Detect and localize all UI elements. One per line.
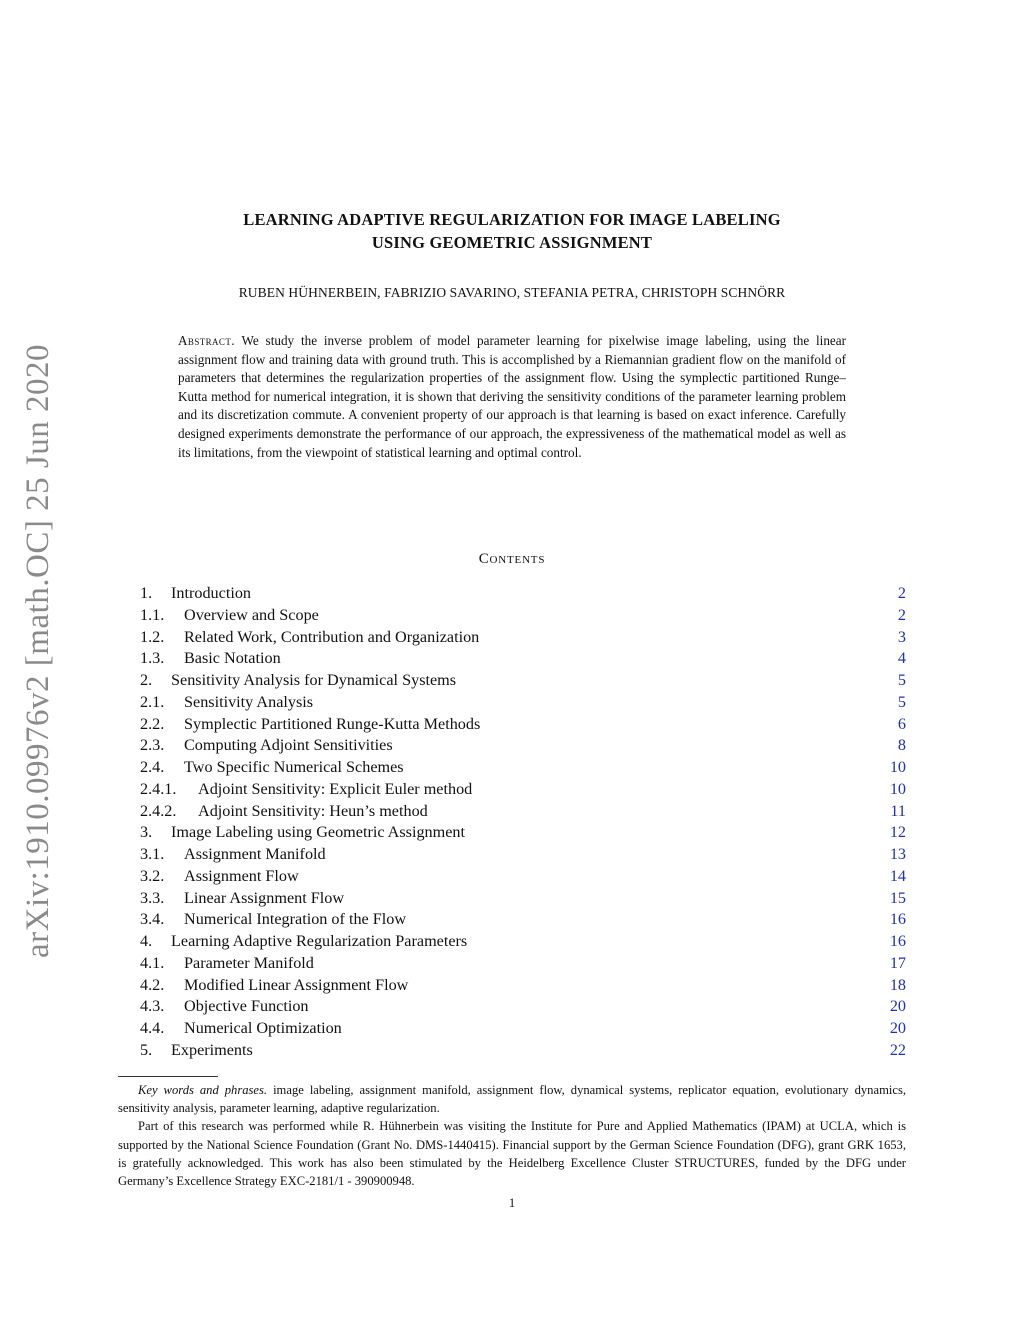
toc-page-link[interactable]: 20 bbox=[889, 1019, 906, 1037]
toc-entry-number: 2.1. bbox=[140, 692, 165, 711]
arxiv-identifier: arXiv:1910.09976v2 [math.OC] 25 Jun 2020 bbox=[20, 344, 56, 958]
toc-entry-number: 2.3. bbox=[140, 736, 165, 755]
paper-title bbox=[0, 208, 1024, 254]
toc-entry[interactable] bbox=[140, 953, 906, 975]
toc-page-link[interactable]: 8 bbox=[897, 736, 906, 755]
toc-entry-number: 2.4.1. bbox=[140, 779, 177, 798]
toc-entry-title[interactable]: Learning Adaptive Regularization Parameters bbox=[171, 932, 468, 950]
toc-entry[interactable] bbox=[140, 714, 906, 736]
abstract-label: Abstract. bbox=[178, 333, 235, 348]
footnote-rule bbox=[118, 1076, 218, 1077]
toc-entry-title[interactable]: Numerical Optimization bbox=[184, 1019, 342, 1037]
toc-page-link[interactable]: 17 bbox=[889, 953, 906, 972]
toc-page-link[interactable]: 5 bbox=[897, 671, 906, 689]
title-line-1: LEARNING ADAPTIVE REGULARIZATION FOR IMAGE LABELING bbox=[243, 210, 781, 229]
toc-entry-title[interactable]: Related Work, Contribution and Organization bbox=[184, 627, 480, 646]
toc-page-link[interactable]: 2 bbox=[897, 605, 906, 624]
toc-entry-title[interactable]: Adjoint Sensitivity: Explicit Euler method bbox=[198, 779, 473, 798]
toc-entry-number: 5. bbox=[140, 1040, 153, 1059]
toc-page-link[interactable]: 2 bbox=[897, 584, 906, 602]
toc-entry-title[interactable]: Linear Assignment Flow bbox=[184, 888, 345, 907]
toc-page-link[interactable]: 3 bbox=[897, 627, 906, 646]
toc-entry-title[interactable]: Assignment Flow bbox=[184, 866, 299, 885]
toc-entry-title[interactable]: Assignment Manifold bbox=[184, 845, 326, 863]
toc-entry[interactable] bbox=[140, 801, 906, 823]
toc-entry[interactable] bbox=[140, 779, 906, 801]
toc-entry-title[interactable]: Modified Linear Assignment Flow bbox=[184, 975, 409, 994]
toc-entry-number: 2.4. bbox=[140, 758, 165, 776]
toc-page-link[interactable]: 16 bbox=[889, 932, 906, 950]
toc-entry[interactable] bbox=[140, 1040, 906, 1062]
toc-entry[interactable] bbox=[140, 757, 906, 779]
author-list: RUBEN HÜHNERBEIN, FABRIZIO SAVARINO, STEFANIA PETRA, CHRISTOPH SCHNÖRR bbox=[238, 285, 786, 300]
toc-entry[interactable] bbox=[140, 1018, 906, 1040]
keywords-text: image labeling, assignment manifold, assignment flow, dynamical systems, replicator equation, evolutionary dynamics, sensitivity analysis, parameter learning, adaptive regularization. bbox=[118, 1083, 907, 1116]
toc-page-link[interactable]: 20 bbox=[889, 997, 906, 1016]
keywords-label: Key words and phrases. bbox=[138, 1083, 268, 1097]
toc-entry-number: 3. bbox=[140, 823, 153, 842]
toc-entry-number: 3.3. bbox=[140, 888, 165, 907]
contents-heading: Contents bbox=[478, 551, 546, 567]
toc-entry[interactable] bbox=[140, 975, 906, 997]
toc-entry-title[interactable]: Overview and Scope bbox=[184, 605, 319, 624]
toc-entry-number: 4.3. bbox=[140, 997, 165, 1016]
toc-page-link[interactable]: 11 bbox=[890, 801, 906, 820]
toc-page-link[interactable]: 10 bbox=[889, 758, 906, 776]
toc-entry-number: 2.4.2. bbox=[140, 801, 177, 820]
toc-page-link[interactable]: 12 bbox=[889, 823, 906, 842]
abstract-text: We study the inverse problem of model parameter learning for pixelwise image labeling, using the linear assignment flow and training data with ground truth. This is accomplished by a Riemannian gradient flow on the manifold of parameters that determines the regularization properties of the assignment flow. Using the symplectic partitioned Runge–Kutta method for numerical integration, it is shown that deriving the sensitivity conditions of the parameter learning problem and its discretization commute. A convenient property of our approach is that learning is based on exact inference. Carefully designed experiments demonstrate the performance of our approach, the expressiveness of the mathematical model as well as its limitations, from the viewpoint of statistical learning and optimal control. bbox=[178, 333, 847, 460]
toc-entry-number: 3.2. bbox=[140, 866, 165, 885]
toc-entry-title[interactable]: Adjoint Sensitivity: Heun’s method bbox=[198, 801, 428, 820]
toc-entry[interactable] bbox=[140, 648, 906, 670]
toc-entry-number: 3.4. bbox=[140, 910, 165, 929]
toc-entry-title[interactable]: Symplectic Partitioned Runge-Kutta Methods bbox=[184, 714, 481, 733]
toc-entry-number: 4. bbox=[140, 932, 153, 950]
toc-entry[interactable] bbox=[140, 735, 906, 757]
toc-page-link[interactable]: 4 bbox=[897, 649, 906, 668]
page-number: 1 bbox=[508, 1196, 516, 1210]
toc-entry-title[interactable]: Computing Adjoint Sensitivities bbox=[184, 736, 393, 755]
toc-entry[interactable] bbox=[140, 692, 906, 714]
toc-entry-title[interactable]: Parameter Manifold bbox=[184, 953, 314, 972]
toc-entry-title[interactable]: Objective Function bbox=[184, 997, 309, 1016]
toc-entry[interactable] bbox=[140, 627, 906, 649]
toc-entry[interactable] bbox=[140, 822, 906, 844]
toc-entry[interactable] bbox=[140, 844, 906, 866]
keywords-footnote bbox=[118, 1081, 906, 1117]
toc-entry-number: 1. bbox=[140, 584, 153, 602]
footnotes bbox=[118, 1081, 906, 1190]
toc-entry-title[interactable]: Basic Notation bbox=[184, 649, 281, 668]
toc-entry[interactable] bbox=[140, 996, 906, 1018]
toc-page-link[interactable]: 22 bbox=[889, 1040, 906, 1059]
toc-entry-number: 4.1. bbox=[140, 953, 165, 972]
toc-page-link[interactable]: 6 bbox=[897, 714, 906, 733]
toc-page-link[interactable]: 14 bbox=[889, 866, 906, 885]
toc-entry[interactable] bbox=[140, 670, 906, 692]
toc-page-link[interactable]: 15 bbox=[889, 888, 906, 907]
toc-entry-number: 2. bbox=[140, 671, 153, 689]
toc-entry-title[interactable]: Sensitivity Analysis bbox=[184, 692, 314, 711]
toc-entry-number: 1.2. bbox=[140, 627, 165, 646]
toc-entry-title[interactable]: Sensitivity Analysis for Dynamical Systems bbox=[171, 671, 457, 689]
toc-entry-title[interactable]: Two Specific Numerical Schemes bbox=[184, 758, 404, 776]
toc-entry-title[interactable]: Image Labeling using Geometric Assignment bbox=[171, 823, 466, 842]
toc-entry-number: 1.1. bbox=[140, 605, 165, 624]
toc-entry-number: 2.2. bbox=[140, 714, 165, 733]
toc-entry[interactable] bbox=[140, 888, 906, 910]
toc-page-link[interactable]: 5 bbox=[897, 692, 906, 711]
title-line-2: USING GEOMETRIC ASSIGNMENT bbox=[371, 233, 653, 252]
toc-entry-title[interactable]: Numerical Integration of the Flow bbox=[184, 910, 407, 929]
toc-entry-number: 4.4. bbox=[140, 1019, 165, 1037]
abstract bbox=[178, 332, 846, 462]
toc-entry-title[interactable]: Experiments bbox=[171, 1040, 253, 1059]
toc-entry-number: 3.1. bbox=[140, 845, 165, 863]
funding-footnote: Part of this research was performed while R. Hühnerbein was visiting the Institute for Pure and Applied Mathematics (IPAM) at UCLA, which is supported by the National Science Foundation (Grant No. DMS-1440415). Financial support by the German Science Foundation (DFG), grant GRK 1653, is gratefully acknowledged. This work has also been stimulated by the Heidelberg Excellence Cluster STRUCTURES, funded by the DFG under Germany’s Excellence Strategy EXC-2181/1 - 390900948. bbox=[118, 1119, 906, 1189]
toc-page-link[interactable]: 16 bbox=[889, 910, 906, 929]
toc-page-link[interactable]: 10 bbox=[889, 779, 906, 798]
toc-entry-number: 4.2. bbox=[140, 975, 165, 994]
toc-entry[interactable] bbox=[140, 605, 906, 627]
toc-page-link[interactable]: 13 bbox=[889, 845, 906, 863]
toc-entry-number: 1.3. bbox=[140, 649, 165, 668]
toc-entry[interactable] bbox=[140, 931, 906, 953]
toc-entry[interactable] bbox=[140, 583, 906, 605]
toc-entry[interactable] bbox=[140, 909, 906, 931]
table-of-contents bbox=[140, 583, 906, 1062]
toc-page-link[interactable]: 18 bbox=[889, 975, 906, 994]
toc-entry[interactable] bbox=[140, 866, 906, 888]
toc-entry-title[interactable]: Introduction bbox=[171, 584, 252, 602]
